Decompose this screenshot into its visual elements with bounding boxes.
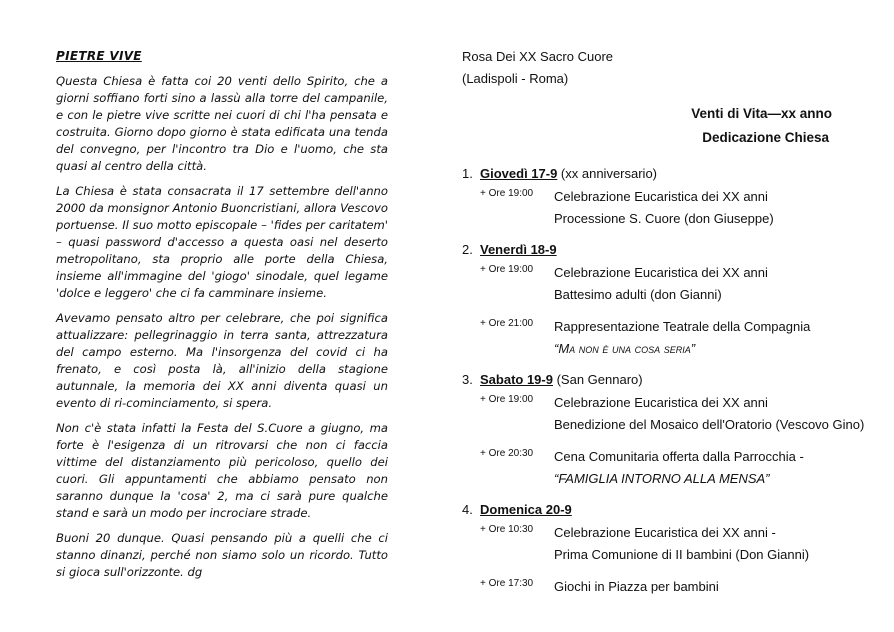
- event-line: Celebrazione Eucaristica dei XX anni: [554, 265, 768, 280]
- event-line: “FAMIGLIA INTORNO ALLA MENSA”: [554, 471, 770, 486]
- event-line: Celebrazione Eucaristica dei XX anni: [554, 395, 768, 410]
- day-name: Giovedì 17-9: [480, 166, 558, 181]
- event-line: Rappresentazione Teatrale della Compagnia: [554, 319, 811, 334]
- event-line: Giochi in Piazza per bambini: [554, 579, 719, 594]
- day-3-heading: [462, 370, 882, 390]
- event-line: Processione S. Cuore (don Giuseppe): [554, 211, 774, 226]
- event-time: + Ore 19:00: [480, 188, 534, 199]
- event-item: [462, 446, 882, 490]
- program-subtitle: Dedicazione Chiesa: [702, 130, 829, 145]
- day-4-heading: [462, 500, 882, 520]
- event-line: Celebrazione Eucaristica dei XX anni -: [554, 525, 776, 540]
- paragraph-3: Avevamo pensato altro per celebrare, che poi significa attualizzare: pellegrinaggio in terra santa, attrezzatura del campo esterno. Ma l'insorgenza del covid ci ha frenato, e così posta là, all'inizio della stagione autunnale, la memoria dei XX anni diventa quasi un evento di ri-cominciamento, si spera.: [56, 311, 388, 410]
- day-number: 4.: [462, 502, 473, 517]
- article-title: PIETRE VIVE: [56, 49, 142, 63]
- day-note: (xx anniversario): [557, 166, 658, 181]
- event-time: + Ore 10:30: [480, 524, 534, 535]
- day-2-heading: [462, 240, 882, 260]
- parish-place: (Ladispoli - Roma): [462, 71, 569, 86]
- event-line: Benedizione del Mosaico dell'Oratorio (Vescovo Gino): [554, 417, 865, 432]
- paragraph-5: Buoni 20 dunque. Quasi pensando più a quelli che ci stanno dinanzi, perché non siamo solo un ricordo. Tutto si gioca sull'orizzonte. dg: [56, 531, 388, 579]
- day-name: Domenica 20-9: [480, 502, 572, 517]
- day-name: Sabato 19-9: [480, 372, 553, 387]
- right-column: [462, 46, 882, 598]
- event-line: Cena Comunitaria offerta dalla Parrocchia -: [554, 449, 804, 464]
- day-number: 2.: [462, 242, 473, 257]
- day-name: Venerdì 18-9: [480, 242, 557, 257]
- event-time: + Ore 20:30: [480, 448, 534, 459]
- event-line: “Ma non è una cosa seria”: [554, 341, 696, 356]
- event-time: + Ore 19:00: [480, 264, 534, 275]
- parish-name: Rosa Dei XX Sacro Cuore: [462, 49, 614, 64]
- event-time: + Ore 21:00: [480, 318, 534, 329]
- event-item: [462, 186, 882, 230]
- left-column: [56, 48, 388, 589]
- event-line: Battesimo adulti (don Gianni): [554, 287, 722, 302]
- paragraph-2: La Chiesa è stata consacrata il 17 settembre dell'anno 2000 da monsignor Antonio Buoncristiani, allora Vescovo portuense. Il suo motto episcopale – 'fides per caritatem' – quasi password d'accesso a questa oasi nel deserto metropolitano, sta proprio alle porte della Chiesa, insieme all'immagine del 'giogo' sinodale, quel legame 'dolce e leggero' che ci fa camminare insieme.: [56, 184, 388, 300]
- event-item: [462, 316, 882, 360]
- program-title: Venti di Vita—xx anno: [691, 106, 832, 121]
- event-item: [462, 392, 882, 436]
- day-note: (San Gennaro): [552, 372, 643, 387]
- event-item: [462, 522, 882, 566]
- day-number: 3.: [462, 372, 473, 387]
- event-time: + Ore 19:00: [480, 394, 534, 405]
- paragraph-1: Questa Chiesa è fatta coi 20 venti dello Spirito, che a giorni soffiano forti sino a lassù alla torre del campanile, e con le pietre vive scritte nei cuori di chi l'ha pensata e costruita. Giorno dopo giorno è stata edificata una tenda del convegno, per l'incontro tra Dio e l'uomo, che sta quasi al centro della città.: [56, 74, 388, 173]
- event-item: [462, 576, 882, 598]
- day-1-heading: [462, 164, 882, 184]
- paragraph-4: Non c'è stata infatti la Festa del S.Cuore a giugno, ma forte è l'esigenza di un ritrovarsi che non ci faccia vittime del distanziamento più pericoloso, quello dei cuori. Gli appuntamenti che abbiamo pensato non saranno dunque la 'cosa' 2, ma ci sarà pure qualche stand e sarà un modo per incrociare strade.: [56, 421, 388, 520]
- event-item: [462, 262, 882, 306]
- event-time: + Ore 17:30: [480, 578, 534, 589]
- event-line: Celebrazione Eucaristica dei XX anni: [554, 189, 768, 204]
- event-line: Prima Comunione di II bambini (Don Gianni): [554, 547, 810, 562]
- day-number: 1.: [462, 166, 473, 181]
